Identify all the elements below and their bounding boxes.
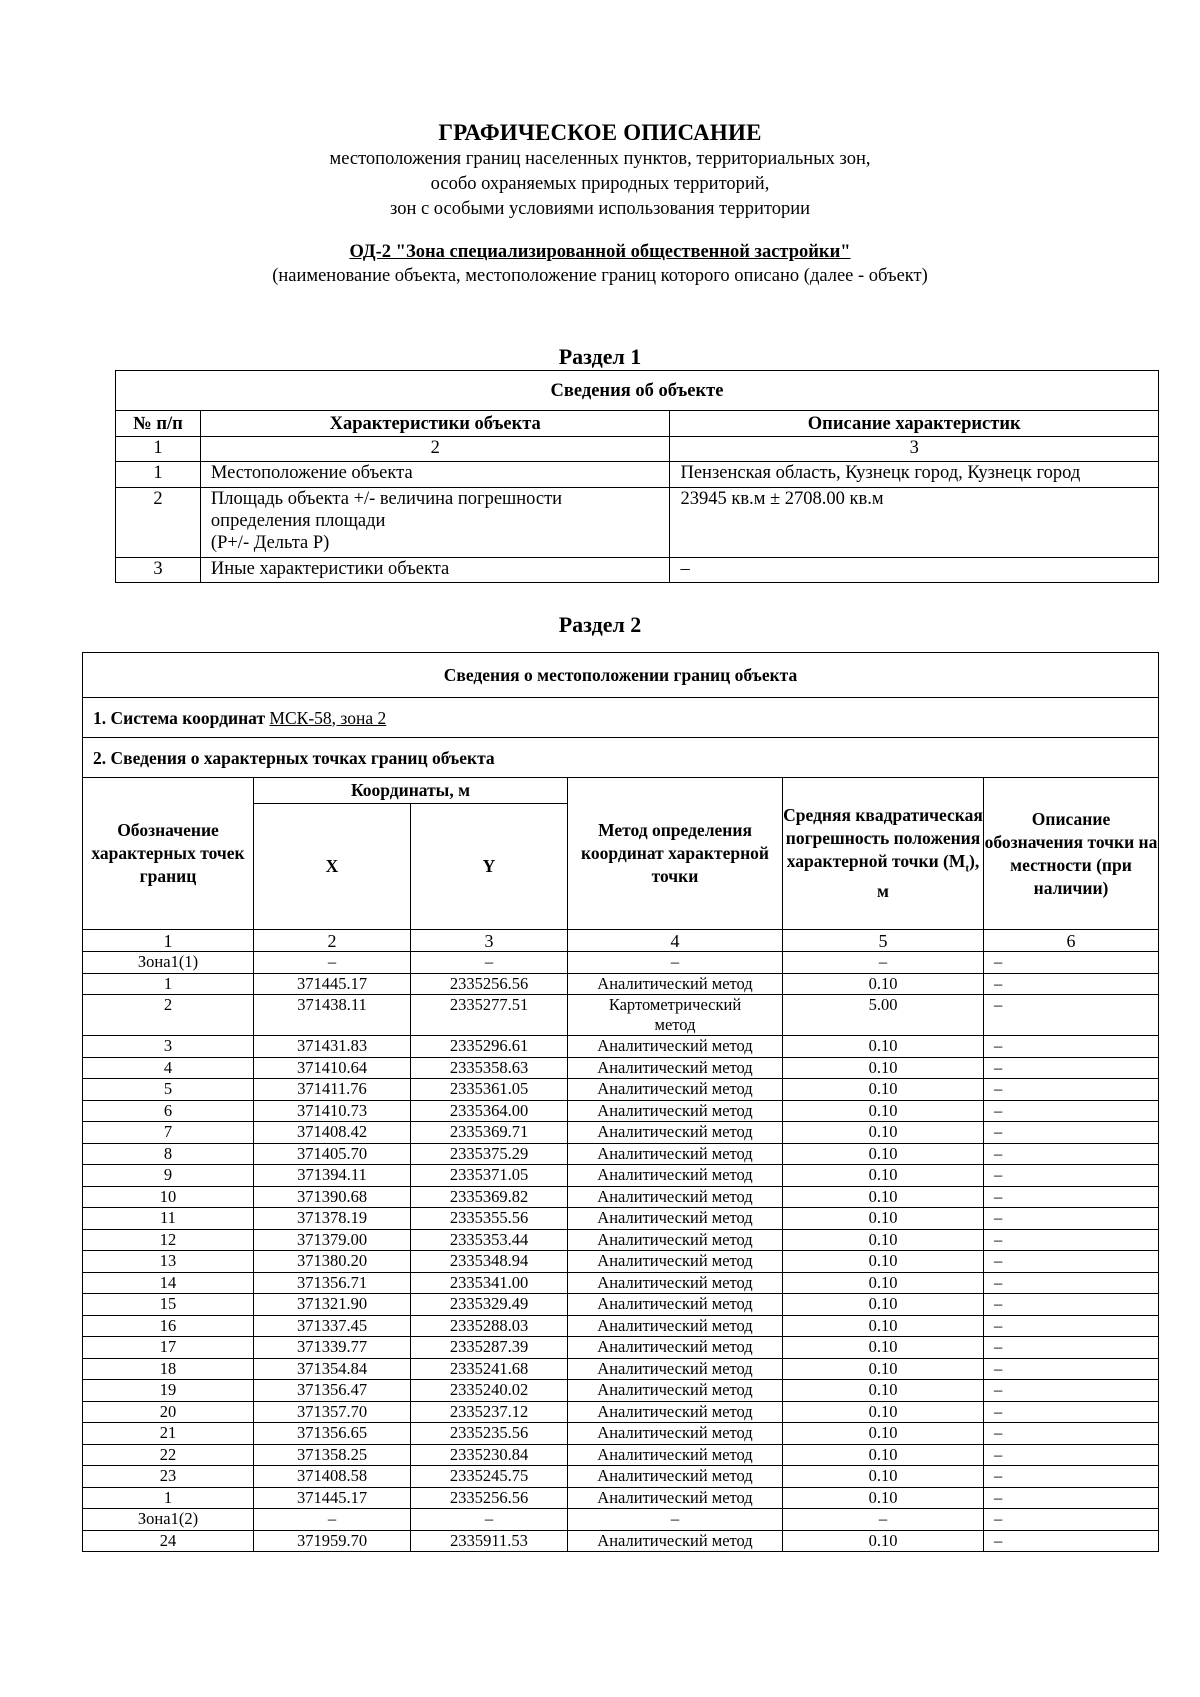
cell-x: 371445.17 bbox=[254, 973, 411, 995]
cell-method: Аналитический метод bbox=[568, 1100, 783, 1122]
cell-x: 371394.11 bbox=[254, 1165, 411, 1187]
cell-method: Аналитический метод bbox=[568, 1122, 783, 1144]
cell-point: 16 bbox=[83, 1315, 254, 1337]
cell-error: – bbox=[783, 952, 984, 974]
table-row bbox=[83, 1057, 1159, 1079]
header-x: X bbox=[254, 804, 411, 930]
object-note: (наименование объекта, местоположение границ которого описано (далее - объект) bbox=[272, 266, 928, 286]
cell-y: 2335329.49 bbox=[411, 1294, 568, 1316]
cell-y: 2335287.39 bbox=[411, 1337, 568, 1359]
cell-x: – bbox=[254, 952, 411, 974]
cell-method: Аналитический метод bbox=[568, 1208, 783, 1230]
cell-error: 0.10 bbox=[783, 1315, 984, 1337]
cell-description: – bbox=[984, 1272, 1159, 1294]
table-row bbox=[83, 1186, 1159, 1208]
cell-description: – bbox=[984, 1530, 1159, 1552]
cell-point: 4 bbox=[83, 1057, 254, 1079]
cell-error: 0.10 bbox=[783, 1057, 984, 1079]
cell-error: 0.10 bbox=[783, 1466, 984, 1488]
cell-x: 371410.73 bbox=[254, 1100, 411, 1122]
cell-x: 371959.70 bbox=[254, 1530, 411, 1552]
row-name: Местоположение объекта bbox=[200, 462, 670, 488]
cell-x: 371438.11 bbox=[254, 995, 411, 1036]
cell-method: Аналитический метод bbox=[568, 1036, 783, 1058]
cell-description: – bbox=[984, 952, 1159, 974]
cell-description: – bbox=[984, 1122, 1159, 1144]
cell-error: 0.10 bbox=[783, 1294, 984, 1316]
cell-y: 2335911.53 bbox=[411, 1530, 568, 1552]
row-name-line: (P+/- Дельта P) bbox=[210, 533, 330, 553]
table-row bbox=[116, 462, 1159, 488]
cell-y: 2335256.56 bbox=[411, 1487, 568, 1509]
row-value: – bbox=[670, 558, 1159, 583]
cell-point: 22 bbox=[83, 1444, 254, 1466]
object-info-table bbox=[115, 370, 1159, 583]
header-error-text: Средняя квадратическая погрешность положения характерной точки (M bbox=[783, 804, 983, 871]
cell-description: – bbox=[984, 1315, 1159, 1337]
cell-y: 2335364.00 bbox=[411, 1100, 568, 1122]
cell-error: 0.10 bbox=[783, 1122, 984, 1144]
subtitle-line-1: местоположения границ населенных пунктов, территориальных зон, bbox=[329, 149, 871, 169]
row-name-line: определения площади bbox=[210, 511, 386, 531]
cell-y: 2335348.94 bbox=[411, 1251, 568, 1273]
cell-description: – bbox=[984, 1057, 1159, 1079]
cell-method: Аналитический метод bbox=[568, 1380, 783, 1402]
header-error-subscript: t bbox=[965, 862, 970, 875]
col-header-description: Описание характеристик bbox=[670, 411, 1159, 437]
cell-x: 371339.77 bbox=[254, 1337, 411, 1359]
cell-point: 18 bbox=[83, 1358, 254, 1380]
cell-y: 2335296.61 bbox=[411, 1036, 568, 1058]
cell-x: 371356.65 bbox=[254, 1423, 411, 1445]
cell-x: 371408.58 bbox=[254, 1466, 411, 1488]
table-row bbox=[83, 1509, 1159, 1531]
table-row bbox=[83, 1466, 1159, 1488]
cell-method: Аналитический метод bbox=[568, 1165, 783, 1187]
cell-y: 2335256.56 bbox=[411, 973, 568, 995]
cell-y: 2335358.63 bbox=[411, 1057, 568, 1079]
header-method: Метод определения координат характерной точки bbox=[568, 778, 783, 930]
col-number-3: 3 bbox=[670, 437, 1159, 462]
cell-point: 3 bbox=[83, 1036, 254, 1058]
cell-y: 2335369.71 bbox=[411, 1122, 568, 1144]
col-number-4: 4 bbox=[568, 930, 783, 952]
row-value: 23945 кв.м ± 2708.00 кв.м bbox=[670, 488, 1159, 558]
cell-method: Аналитический метод bbox=[568, 1272, 783, 1294]
cell-error: 0.10 bbox=[783, 1401, 984, 1423]
cell-description: – bbox=[984, 1487, 1159, 1509]
cell-y: 2335277.51 bbox=[411, 995, 568, 1036]
cell-error: 0.10 bbox=[783, 1272, 984, 1294]
col-number-2: 2 bbox=[200, 437, 670, 462]
cell-x: 371356.71 bbox=[254, 1272, 411, 1294]
cell-y: 2335371.05 bbox=[411, 1165, 568, 1187]
cell-error: 0.10 bbox=[783, 1036, 984, 1058]
table-row bbox=[83, 1036, 1159, 1058]
cell-y: 2335341.00 bbox=[411, 1272, 568, 1294]
cell-y: 2335235.56 bbox=[411, 1423, 568, 1445]
cell-x: 371411.76 bbox=[254, 1079, 411, 1101]
cell-method: Аналитический метод bbox=[568, 1143, 783, 1165]
cell-y: 2335241.68 bbox=[411, 1358, 568, 1380]
cell-point: 10 bbox=[83, 1186, 254, 1208]
cell-error: 0.10 bbox=[783, 1100, 984, 1122]
cell-y: 2335240.02 bbox=[411, 1380, 568, 1402]
table-row bbox=[116, 558, 1159, 583]
cell-error: 0.10 bbox=[783, 1380, 984, 1402]
cell-description: – bbox=[984, 1294, 1159, 1316]
cell-method: Аналитический метод bbox=[568, 1251, 783, 1273]
cell-point: 5 bbox=[83, 1079, 254, 1101]
col-header-num: № п/п bbox=[116, 411, 201, 437]
table-row bbox=[83, 1401, 1159, 1423]
cell-error: 0.10 bbox=[783, 1186, 984, 1208]
col-number-6: 6 bbox=[984, 930, 1159, 952]
cell-method-line: метод bbox=[654, 1015, 696, 1034]
coordinate-system-label: 1. Система координат bbox=[93, 707, 266, 728]
cell-error: 0.10 bbox=[783, 1079, 984, 1101]
cell-error: 0.10 bbox=[783, 1337, 984, 1359]
cell-method: Аналитический метод bbox=[568, 1401, 783, 1423]
table-row bbox=[83, 1079, 1159, 1101]
cell-error: 0.10 bbox=[783, 1165, 984, 1187]
cell-method: Аналитический метод bbox=[568, 1186, 783, 1208]
row-name: Иные характеристики объекта bbox=[200, 558, 670, 583]
table-row bbox=[83, 1251, 1159, 1273]
cell-y: 2335361.05 bbox=[411, 1079, 568, 1101]
cell-y: 2335245.75 bbox=[411, 1466, 568, 1488]
cell-error: 0.10 bbox=[783, 1444, 984, 1466]
table-row bbox=[83, 1423, 1159, 1445]
cell-method: Аналитический метод bbox=[568, 1444, 783, 1466]
row-num: 3 bbox=[116, 558, 201, 583]
header-y: Y bbox=[411, 804, 568, 930]
table-row bbox=[83, 1294, 1159, 1316]
cell-point: Зона1(2) bbox=[83, 1509, 254, 1531]
cell-method: Аналитический метод bbox=[568, 1079, 783, 1101]
object-name bbox=[0, 242, 1200, 263]
table-row bbox=[83, 973, 1159, 995]
cell-point: 9 bbox=[83, 1165, 254, 1187]
coordinate-system-value: МСК-58, зона 2 bbox=[269, 707, 387, 728]
boundary-points-table bbox=[82, 652, 1159, 1552]
cell-x: 371408.42 bbox=[254, 1122, 411, 1144]
table-row bbox=[83, 1530, 1159, 1552]
table-row bbox=[83, 1444, 1159, 1466]
col-number-1: 1 bbox=[116, 437, 201, 462]
cell-error: 0.10 bbox=[783, 1530, 984, 1552]
object-info-table-title: Сведения об объекте bbox=[116, 371, 1159, 411]
cell-point: 1 bbox=[83, 973, 254, 995]
cell-method: Аналитический метод bbox=[568, 1294, 783, 1316]
cell-x: 371356.47 bbox=[254, 1380, 411, 1402]
section-1-title: Раздел 1 bbox=[558, 344, 642, 369]
table-row bbox=[83, 1100, 1159, 1122]
cell-method: Аналитический метод bbox=[568, 1337, 783, 1359]
cell-y: 2335353.44 bbox=[411, 1229, 568, 1251]
cell-error: 0.10 bbox=[783, 1143, 984, 1165]
cell-x: 371354.84 bbox=[254, 1358, 411, 1380]
cell-point: 1 bbox=[83, 1487, 254, 1509]
header-coordinates: Координаты, м bbox=[254, 778, 568, 804]
row-value: Пензенская область, Кузнецк город, Кузнецк город bbox=[670, 462, 1159, 488]
cell-method: – bbox=[568, 952, 783, 974]
cell-error: 0.10 bbox=[783, 1358, 984, 1380]
col-number-3: 3 bbox=[411, 930, 568, 952]
cell-x: 371410.64 bbox=[254, 1057, 411, 1079]
header-error-unit: ), м bbox=[877, 850, 980, 902]
section-2-title: Раздел 2 bbox=[558, 612, 642, 637]
cell-method: Аналитический метод bbox=[568, 1315, 783, 1337]
cell-method: Аналитический метод bbox=[568, 1466, 783, 1488]
row-num: 1 bbox=[116, 462, 201, 488]
cell-x: 371445.17 bbox=[254, 1487, 411, 1509]
cell-description: – bbox=[984, 973, 1159, 995]
table-row bbox=[83, 1337, 1159, 1359]
table-row bbox=[83, 1122, 1159, 1144]
cell-point: 20 bbox=[83, 1401, 254, 1423]
header-point-designation: Обозначение характерных точек границ bbox=[83, 778, 254, 930]
cell-method: Аналитический метод bbox=[568, 1057, 783, 1079]
table-row bbox=[83, 1143, 1159, 1165]
cell-point: 6 bbox=[83, 1100, 254, 1122]
col-header-characteristics: Характеристики объекта bbox=[200, 411, 670, 437]
table-row bbox=[83, 1165, 1159, 1187]
cell-method: Аналитический метод bbox=[568, 1530, 783, 1552]
cell-point: 8 bbox=[83, 1143, 254, 1165]
cell-point: 24 bbox=[83, 1530, 254, 1552]
cell-error: 0.10 bbox=[783, 973, 984, 995]
cell-x: 371379.00 bbox=[254, 1229, 411, 1251]
cell-description: – bbox=[984, 1466, 1159, 1488]
table-row bbox=[83, 1272, 1159, 1294]
cell-point: 19 bbox=[83, 1380, 254, 1402]
cell-point: 21 bbox=[83, 1423, 254, 1445]
cell-description: – bbox=[984, 1079, 1159, 1101]
object-name-text: ОД-2 "Зона специализированной общественной застройки" bbox=[349, 242, 851, 262]
cell-description: – bbox=[984, 1143, 1159, 1165]
cell-description: – bbox=[984, 1509, 1159, 1531]
cell-method: Аналитический метод bbox=[568, 1358, 783, 1380]
cell-point: 23 bbox=[83, 1466, 254, 1488]
cell-point: Зона1(1) bbox=[83, 952, 254, 974]
cell-y: 2335288.03 bbox=[411, 1315, 568, 1337]
cell-y: – bbox=[411, 952, 568, 974]
cell-description: – bbox=[984, 1337, 1159, 1359]
row-name bbox=[200, 488, 670, 558]
cell-error: 0.10 bbox=[783, 1487, 984, 1509]
table-row bbox=[83, 1315, 1159, 1337]
cell-description: – bbox=[984, 995, 1159, 1036]
cell-method bbox=[568, 995, 783, 1036]
cell-point: 15 bbox=[83, 1294, 254, 1316]
cell-x: 371357.70 bbox=[254, 1401, 411, 1423]
cell-x: 371337.45 bbox=[254, 1315, 411, 1337]
cell-description: – bbox=[984, 1229, 1159, 1251]
cell-method: Аналитический метод bbox=[568, 1229, 783, 1251]
cell-method: Аналитический метод bbox=[568, 973, 783, 995]
cell-x: – bbox=[254, 1509, 411, 1531]
cell-point: 12 bbox=[83, 1229, 254, 1251]
document-title: ГРАФИЧЕСКОЕ ОПИСАНИЕ bbox=[438, 120, 762, 145]
points-section-title: 2. Сведения о характерных точках границ объекта bbox=[83, 738, 1159, 778]
subtitle-line-3: зон с особыми условиями использования территории bbox=[390, 199, 810, 219]
cell-y: 2335375.29 bbox=[411, 1143, 568, 1165]
table-row bbox=[83, 1229, 1159, 1251]
cell-error: 0.10 bbox=[783, 1229, 984, 1251]
cell-description: – bbox=[984, 1251, 1159, 1273]
table-row bbox=[83, 1380, 1159, 1402]
cell-description: – bbox=[984, 1208, 1159, 1230]
col-number-1: 1 bbox=[83, 930, 254, 952]
cell-description: – bbox=[984, 1165, 1159, 1187]
cell-x: 371380.20 bbox=[254, 1251, 411, 1273]
header-description: Описание обозначения точки на местности (при наличии) bbox=[984, 778, 1159, 930]
cell-error: – bbox=[783, 1509, 984, 1531]
boundary-table-title: Сведения о местоположении границ объекта bbox=[83, 653, 1159, 698]
cell-description: – bbox=[984, 1036, 1159, 1058]
cell-description: – bbox=[984, 1358, 1159, 1380]
cell-error: 0.10 bbox=[783, 1251, 984, 1273]
cell-x: 371378.19 bbox=[254, 1208, 411, 1230]
table-row bbox=[83, 1358, 1159, 1380]
cell-x: 371390.68 bbox=[254, 1186, 411, 1208]
table-row bbox=[83, 1208, 1159, 1230]
row-num: 2 bbox=[116, 488, 201, 558]
cell-point: 7 bbox=[83, 1122, 254, 1144]
coordinate-system bbox=[83, 698, 1159, 738]
cell-description: – bbox=[984, 1186, 1159, 1208]
cell-method: – bbox=[568, 1509, 783, 1531]
header-error bbox=[783, 778, 984, 930]
cell-x: 371405.70 bbox=[254, 1143, 411, 1165]
cell-method: Аналитический метод bbox=[568, 1423, 783, 1445]
cell-error: 0.10 bbox=[783, 1208, 984, 1230]
row-name-line: Площадь объекта +/- величина погрешности bbox=[210, 489, 563, 509]
cell-method: Аналитический метод bbox=[568, 1487, 783, 1509]
cell-point: 17 bbox=[83, 1337, 254, 1359]
cell-point: 2 bbox=[83, 995, 254, 1036]
cell-description: – bbox=[984, 1380, 1159, 1402]
cell-x: 371321.90 bbox=[254, 1294, 411, 1316]
cell-point: 13 bbox=[83, 1251, 254, 1273]
table-row bbox=[83, 952, 1159, 974]
cell-point: 11 bbox=[83, 1208, 254, 1230]
cell-point: 14 bbox=[83, 1272, 254, 1294]
cell-x: 371358.25 bbox=[254, 1444, 411, 1466]
cell-description: – bbox=[984, 1423, 1159, 1445]
cell-description: – bbox=[984, 1100, 1159, 1122]
cell-error: 0.10 bbox=[783, 1423, 984, 1445]
col-number-5: 5 bbox=[783, 930, 984, 952]
cell-y: 2335237.12 bbox=[411, 1401, 568, 1423]
col-number-2: 2 bbox=[254, 930, 411, 952]
cell-y: 2335355.56 bbox=[411, 1208, 568, 1230]
cell-method-line: Картометрический bbox=[608, 995, 742, 1014]
cell-y: 2335369.82 bbox=[411, 1186, 568, 1208]
cell-y: – bbox=[411, 1509, 568, 1531]
table-row bbox=[83, 1487, 1159, 1509]
cell-error: 5.00 bbox=[783, 995, 984, 1036]
subtitle-line-2: особо охраняемых природных территорий, bbox=[430, 174, 770, 194]
cell-x: 371431.83 bbox=[254, 1036, 411, 1058]
table-row bbox=[83, 995, 1159, 1036]
cell-description: – bbox=[984, 1444, 1159, 1466]
cell-y: 2335230.84 bbox=[411, 1444, 568, 1466]
table-row bbox=[116, 488, 1159, 558]
cell-description: – bbox=[984, 1401, 1159, 1423]
